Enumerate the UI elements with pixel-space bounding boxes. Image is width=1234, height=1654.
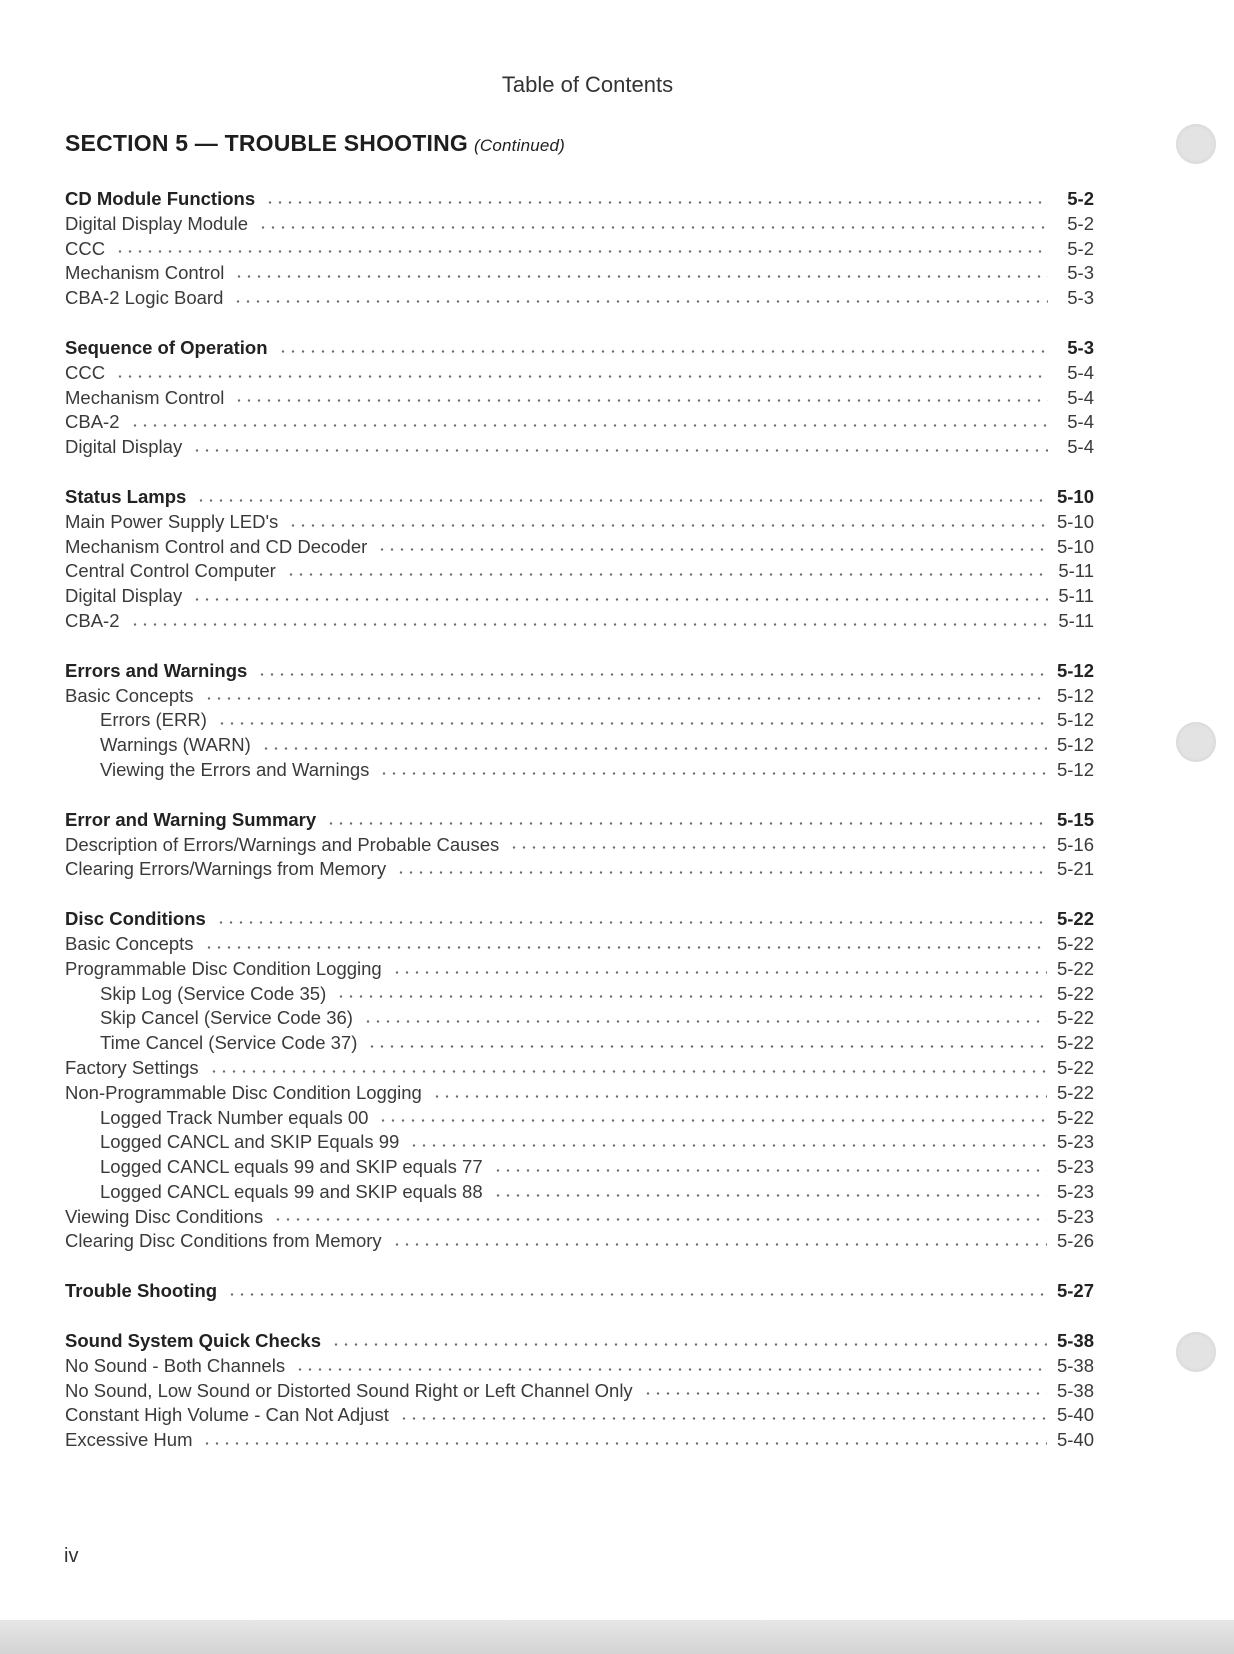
toc-group xyxy=(65,1279,1094,1304)
toc-entry-label: Basic Concepts xyxy=(65,932,194,954)
toc-entry-label: CD Module Functions xyxy=(65,188,256,209)
toc-entry-label: Description of Errors/Warnings and Probable Causes xyxy=(65,833,500,855)
toc-entry-page: 5-23 xyxy=(1056,1180,1094,1202)
dot-leader xyxy=(261,745,1047,752)
toc-entry-label: Mechanism Control and CD Decoder xyxy=(65,535,368,557)
toc-entry[interactable] xyxy=(65,1205,1094,1230)
dot-leader xyxy=(234,397,1048,404)
page-number: iv xyxy=(64,1545,79,1567)
toc-entry[interactable] xyxy=(65,1379,1094,1404)
dot-leader xyxy=(192,596,1048,603)
toc-entry-page: 5-23 xyxy=(1056,1156,1094,1178)
toc-entry-label: Digital Display Module xyxy=(65,212,249,234)
toc-entry[interactable] xyxy=(65,361,1094,386)
toc-entry-page: 5-3 xyxy=(1067,287,1094,309)
dot-leader xyxy=(432,1093,1047,1100)
toc-entry-page: 5-21 xyxy=(1056,858,1094,880)
toc-entry[interactable] xyxy=(65,435,1094,460)
toc-entry-label: Programmable Disc Condition Logging xyxy=(65,957,382,979)
toc-group xyxy=(65,808,1094,882)
toc-entry-label: Logged Track Number equals 00 xyxy=(100,1106,369,1128)
dot-leader xyxy=(326,820,1047,827)
toc-entry-label: Trouble Shooting xyxy=(65,1280,218,1302)
dot-leader xyxy=(216,919,1047,926)
toc-entry-label: Logged CANCL equals 99 and SKIP equals 77 xyxy=(100,1156,483,1178)
toc-entry[interactable] xyxy=(65,559,1094,584)
toc-entry-label: Status Lamps xyxy=(65,485,187,507)
binder-hole-bottom xyxy=(1176,1332,1216,1372)
toc-entry-label: Sequence of Operation xyxy=(65,336,268,358)
section-heading xyxy=(65,130,565,157)
toc-entry-page: 5-40 xyxy=(1056,1429,1094,1451)
dot-leader xyxy=(288,522,1047,529)
toc-entry[interactable] xyxy=(65,535,1094,560)
dot-leader xyxy=(336,993,1047,1000)
toc-entry-page: 5-2 xyxy=(1067,188,1094,209)
toc-entry-label: Clearing Disc Conditions from Memory xyxy=(65,1230,382,1252)
toc-entry-page: 5-12 xyxy=(1056,758,1094,780)
toc-entry-label: Logged CANCL and SKIP Equals 99 xyxy=(100,1131,400,1153)
toc-entry-page: 5-10 xyxy=(1056,510,1094,532)
toc-heading-entry[interactable] xyxy=(65,808,1094,833)
toc-entry-page: 5-16 xyxy=(1056,833,1094,855)
toc-entry[interactable] xyxy=(65,1428,1094,1453)
toc-entry[interactable] xyxy=(65,957,1094,982)
dot-leader xyxy=(493,1167,1047,1174)
dot-leader xyxy=(227,1291,1047,1298)
dot-leader xyxy=(204,944,1047,951)
toc-entry-page: 5-26 xyxy=(1056,1230,1094,1252)
binder-hole-middle xyxy=(1176,722,1216,762)
scan-edge-strip xyxy=(0,1620,1234,1654)
toc-entry-page: 5-22 xyxy=(1056,1081,1094,1103)
toc-subentry[interactable] xyxy=(65,1106,1094,1131)
toc-entry-label: Errors and Warnings xyxy=(65,659,248,681)
toc-subentry[interactable] xyxy=(65,1130,1094,1155)
dot-leader xyxy=(331,1341,1047,1348)
dot-leader xyxy=(273,1216,1047,1223)
dot-leader xyxy=(115,248,1048,255)
toc-entry-page: 5-11 xyxy=(1058,609,1094,631)
toc-entry[interactable] xyxy=(65,237,1094,262)
toc-entry-page: 5-23 xyxy=(1056,1205,1094,1227)
toc-entry-label: Logged CANCL equals 99 and SKIP equals 88 xyxy=(100,1180,483,1202)
toc-entry[interactable] xyxy=(65,857,1094,882)
toc-entry-page: 5-22 xyxy=(1056,932,1094,954)
toc-entry-page: 5-38 xyxy=(1056,1354,1094,1376)
toc-entry-label: Time Cancel (Service Code 37) xyxy=(100,1032,358,1054)
toc-entry-label: Viewing Disc Conditions xyxy=(65,1205,264,1227)
dot-leader xyxy=(130,621,1049,628)
dot-leader xyxy=(130,422,1049,429)
dot-leader xyxy=(295,1366,1047,1373)
toc-entry-page: 5-22 xyxy=(1056,908,1094,930)
toc-entry-label: CBA-2 xyxy=(65,411,120,433)
dot-leader xyxy=(363,1018,1047,1025)
toc-group xyxy=(65,485,1094,634)
toc-entry-page: 5-22 xyxy=(1056,957,1094,979)
toc-heading-entry[interactable] xyxy=(65,336,1094,361)
toc-entry-page: 5-10 xyxy=(1056,485,1094,507)
toc-group xyxy=(65,187,1094,311)
dot-leader xyxy=(202,1440,1046,1447)
section-continued-note: (Continued) xyxy=(474,136,566,155)
dot-leader xyxy=(278,348,1048,355)
toc-entry[interactable] xyxy=(65,510,1094,535)
dot-leader xyxy=(265,199,1048,206)
toc-entry-label: Disc Conditions xyxy=(65,908,206,930)
dot-leader xyxy=(493,1192,1047,1199)
toc-subentry[interactable] xyxy=(65,1006,1094,1031)
toc-entry-page: 5-3 xyxy=(1067,336,1094,358)
toc-entry-page: 5-2 xyxy=(1067,237,1094,259)
toc-entry-label: Main Power Supply LED's xyxy=(65,510,279,532)
dot-leader xyxy=(196,497,1047,504)
toc-entry[interactable] xyxy=(65,833,1094,858)
toc-subentry[interactable] xyxy=(65,733,1094,758)
toc-entry-page: 5-22 xyxy=(1056,982,1094,1004)
toc-entry-page: 5-38 xyxy=(1056,1379,1094,1401)
toc-entry-page: 5-23 xyxy=(1056,1131,1094,1153)
section-title: SECTION 5 — TROUBLE SHOOTING xyxy=(65,130,469,156)
toc-entry-label: Error and Warning Summary xyxy=(65,808,317,830)
page-title: Table of Contents xyxy=(501,72,674,97)
toc-entry-page: 5-11 xyxy=(1058,560,1094,582)
toc-entry[interactable] xyxy=(65,1056,1094,1081)
toc-entry[interactable] xyxy=(65,410,1094,435)
toc-heading-entry[interactable] xyxy=(65,187,1094,212)
toc-entry-page: 5-27 xyxy=(1056,1280,1094,1302)
toc-entry-label: Central Control Computer xyxy=(65,560,276,582)
dot-leader xyxy=(399,1415,1047,1422)
toc-group xyxy=(65,1329,1094,1453)
toc-entry-label: CCC xyxy=(65,237,106,259)
toc-heading-entry[interactable] xyxy=(65,1279,1094,1304)
toc-entry-page: 5-40 xyxy=(1056,1404,1094,1426)
toc-entry[interactable] xyxy=(65,1229,1094,1254)
toc-subentry[interactable] xyxy=(65,708,1094,733)
toc-entry-label: Warnings (WARN) xyxy=(100,734,251,756)
toc-entry-label: Errors (ERR) xyxy=(100,709,207,731)
dot-leader xyxy=(379,770,1047,777)
toc-entry-label: Excessive Hum xyxy=(65,1429,193,1451)
toc-entry-page: 5-22 xyxy=(1056,1106,1094,1128)
dot-leader xyxy=(396,869,1047,876)
binder-hole-top xyxy=(1176,124,1216,164)
toc-group xyxy=(65,336,1094,460)
toc-group xyxy=(65,907,1094,1254)
toc-entry-page: 5-12 xyxy=(1056,659,1094,681)
dot-leader xyxy=(286,571,1048,578)
table-of-contents xyxy=(65,187,1094,1478)
toc-entry-page: 5-2 xyxy=(1067,212,1094,234)
toc-entry[interactable] xyxy=(65,386,1094,411)
toc-entry-page: 5-22 xyxy=(1056,1056,1094,1078)
toc-entry-page: 5-38 xyxy=(1056,1330,1094,1352)
dot-leader xyxy=(204,695,1047,702)
toc-entry[interactable] xyxy=(65,584,1094,609)
toc-entry-label: Non-Programmable Disc Condition Logging xyxy=(65,1081,422,1103)
dot-leader xyxy=(377,546,1047,553)
toc-group xyxy=(65,659,1094,783)
toc-entry[interactable] xyxy=(65,286,1094,311)
dot-leader xyxy=(509,844,1047,851)
toc-heading-entry[interactable] xyxy=(65,485,1094,510)
toc-entry-page: 5-22 xyxy=(1056,1007,1094,1029)
dot-leader xyxy=(217,720,1047,727)
toc-entry-label: No Sound, Low Sound or Distorted Sound Right or Left Channel Only xyxy=(65,1379,633,1401)
toc-entry-page: 5-12 xyxy=(1056,684,1094,706)
toc-entry-label: No Sound - Both Channels xyxy=(65,1354,286,1376)
toc-entry-page: 5-4 xyxy=(1067,361,1094,383)
toc-entry-page: 5-22 xyxy=(1056,1032,1094,1054)
toc-subentry[interactable] xyxy=(65,1180,1094,1205)
toc-subentry[interactable] xyxy=(65,1031,1094,1056)
toc-entry[interactable] xyxy=(65,1081,1094,1106)
toc-entry-page: 5-3 xyxy=(1067,262,1094,284)
toc-entry-page: 5-12 xyxy=(1056,734,1094,756)
toc-entry-label: Factory Settings xyxy=(65,1056,199,1078)
toc-entry-page: 5-4 xyxy=(1067,386,1094,408)
toc-entry[interactable] xyxy=(65,609,1094,634)
toc-entry-label: Mechanism Control xyxy=(65,386,225,408)
toc-entry-label: Digital Display xyxy=(65,585,183,607)
toc-entry-page: 5-4 xyxy=(1067,436,1094,458)
dot-leader xyxy=(192,447,1048,454)
dot-leader xyxy=(392,969,1047,976)
toc-entry-label: Digital Display xyxy=(65,436,183,458)
toc-entry[interactable] xyxy=(65,1403,1094,1428)
toc-entry-label: CBA-2 xyxy=(65,609,120,631)
toc-entry-label: Skip Cancel (Service Code 36) xyxy=(100,1007,353,1029)
toc-entry-label: CBA-2 Logic Board xyxy=(65,287,224,309)
dot-leader xyxy=(234,273,1048,280)
toc-heading-entry[interactable] xyxy=(65,907,1094,932)
toc-entry-label: Sound System Quick Checks xyxy=(65,1330,322,1352)
toc-entry[interactable] xyxy=(65,1354,1094,1379)
dot-leader xyxy=(392,1241,1047,1248)
toc-entry-label: Viewing the Errors and Warnings xyxy=(100,758,370,780)
toc-subentry[interactable] xyxy=(65,1155,1094,1180)
toc-entry-page: 5-10 xyxy=(1056,535,1094,557)
dot-leader xyxy=(258,224,1048,231)
dot-leader xyxy=(409,1142,1047,1149)
toc-entry-page: 5-11 xyxy=(1058,585,1094,607)
toc-entry-page: 5-15 xyxy=(1056,808,1094,830)
dot-leader xyxy=(115,373,1048,380)
toc-entry-label: Clearing Errors/Warnings from Memory xyxy=(65,858,387,880)
dot-leader xyxy=(378,1117,1047,1124)
toc-entry-page: 5-4 xyxy=(1067,411,1094,433)
toc-entry-label: Skip Log (Service Code 35) xyxy=(100,982,327,1004)
toc-entry-label: Constant High Volume - Can Not Adjust xyxy=(65,1404,389,1426)
toc-entry-label: Basic Concepts xyxy=(65,684,194,706)
dot-leader xyxy=(209,1068,1047,1075)
toc-heading-entry[interactable] xyxy=(65,659,1094,684)
toc-entry[interactable] xyxy=(65,212,1094,237)
toc-entry[interactable] xyxy=(65,261,1094,286)
toc-entry-label: Mechanism Control xyxy=(65,262,225,284)
toc-entry[interactable] xyxy=(65,684,1094,709)
toc-entry-page: 5-12 xyxy=(1056,709,1094,731)
toc-entry-label: CCC xyxy=(65,361,106,383)
dot-leader xyxy=(257,671,1047,678)
toc-subentry[interactable] xyxy=(65,758,1094,783)
dot-leader xyxy=(367,1043,1047,1050)
toc-heading-entry[interactable] xyxy=(65,1329,1094,1354)
toc-entry[interactable] xyxy=(65,932,1094,957)
dot-leader xyxy=(643,1390,1047,1397)
toc-subentry[interactable] xyxy=(65,982,1094,1007)
dot-leader xyxy=(233,298,1048,305)
